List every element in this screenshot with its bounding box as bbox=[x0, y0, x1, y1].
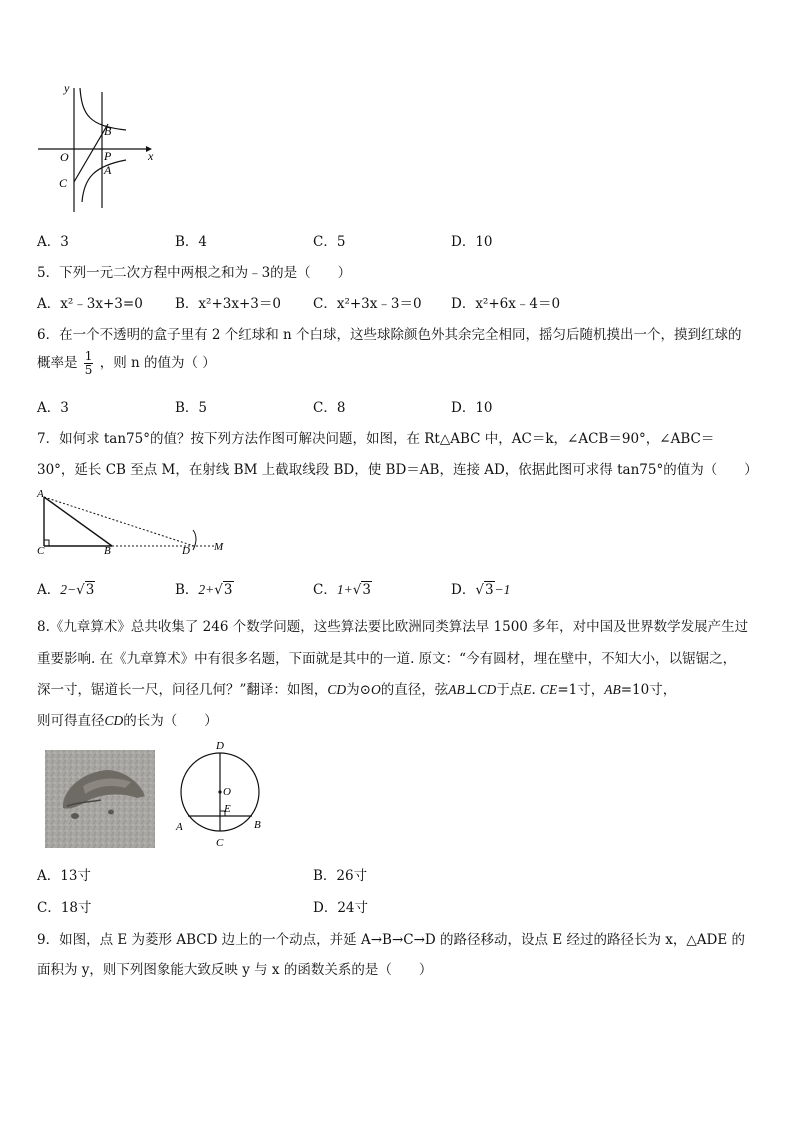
q6-stem-line1: 6．在一个不透明的盒子里有 2 个红球和 n 个白球，这些球除颜色外其余完全相同，摇匀后随机摸出一个，摸到红球的 bbox=[37, 327, 742, 343]
q7-option-a-label: A． bbox=[37, 582, 61, 598]
q7-option-c-label: C． bbox=[313, 582, 337, 598]
q8-line3-o: O bbox=[370, 682, 381, 697]
q7-option-c[interactable] bbox=[313, 578, 372, 598]
q8-option-c[interactable]: C．18寸 bbox=[37, 900, 92, 916]
q5-option-b[interactable]: B．x²+3x+3＝0 bbox=[175, 296, 281, 312]
q6-fraction-numerator: 1 bbox=[84, 349, 93, 363]
q8-line3-ab2: AB bbox=[604, 682, 621, 697]
q6-option-a[interactable]: A．3 bbox=[37, 400, 69, 416]
q5-option-a[interactable]: A．x²﹣3x+3=0 bbox=[37, 296, 143, 312]
q7-option-c-pre: 1+ bbox=[336, 582, 353, 597]
fig4-label-p: P bbox=[104, 149, 112, 163]
q5-stem: 5．下列一元二次方程中两根之和为﹣3的是（ ） bbox=[37, 265, 352, 281]
q7-option-a[interactable] bbox=[37, 578, 95, 598]
q8-photo bbox=[45, 750, 155, 848]
q7-option-b[interactable] bbox=[175, 578, 234, 598]
q4-option-a[interactable]: A．3 bbox=[37, 234, 69, 250]
q6-stem-line2 bbox=[37, 350, 216, 377]
q8-line3-part-g: =1寸， bbox=[557, 682, 605, 698]
q8-line3-part-c: 的直径，弦 bbox=[380, 682, 449, 698]
q9-stem-line1: 9．如图，点 E 为菱形 ABCD 边上的一个动点，并延 A→B→C→D 的路径移动，设点 E 经过的路径长为 x，△ADE 的 bbox=[37, 932, 745, 948]
fig8-label-e: E bbox=[224, 803, 231, 815]
q7-option-d-label: D． bbox=[451, 582, 476, 598]
q7-option-c-sqrt: √3 bbox=[352, 582, 371, 598]
q4-figure bbox=[34, 78, 164, 216]
q7-option-c-radicand: 3 bbox=[362, 582, 371, 598]
q7-stem-line2: 30°，延长 CB 至点 M，在射线 BM 上截取线段 BD，使 BD＝AB，连接 AD，依据此图可求得 tan75°的值为（ ） bbox=[37, 462, 758, 478]
q9-stem-line2: 面积为 y，则下列图象能大致反映 y 与 x 的函数关系的是（ ） bbox=[37, 962, 433, 978]
q8-line3-cd: CD bbox=[327, 682, 347, 697]
q8-stem-line2: 重要影响. 在《九章算术》中有很多名题，下面就是其中的一道. 原文：“今有圆材，埋在壁中，不知大小，以锯锯之， bbox=[37, 651, 737, 667]
q8-line3-ab: AB bbox=[448, 682, 465, 697]
q6-fraction-denominator: 5 bbox=[84, 363, 93, 377]
fig7-label-c: C bbox=[37, 545, 45, 556]
q8-line3-ce: CE bbox=[540, 682, 558, 697]
fig7-label-b: B bbox=[104, 545, 111, 556]
q7-option-b-pre: 2+ bbox=[198, 582, 215, 597]
q5-option-c[interactable]: C．x²+3x﹣3＝0 bbox=[313, 296, 422, 312]
q7-option-d-radicand: 3 bbox=[484, 582, 494, 598]
fig8-label-o: O bbox=[223, 786, 231, 798]
q7-figure bbox=[34, 484, 230, 556]
q8-line4-part-b: 的长为（ ） bbox=[123, 713, 218, 729]
fig4-label-b: B bbox=[104, 124, 112, 138]
q7-option-d-sqrt: √3 bbox=[475, 582, 494, 598]
fig8-label-c: C bbox=[216, 837, 224, 849]
q8-stem-line1: 8.《九章算术》总共收集了 246 个数学问题，这些算法要比欧洲同类算法早 1500 多年，对中国及世界数学发展产生过 bbox=[37, 619, 749, 635]
q8-line3-part-a: 深一寸，锯道长一尺，问径几何？”翻译：如图， bbox=[37, 682, 328, 698]
q5-option-d[interactable]: D．x²+6x﹣4＝0 bbox=[451, 296, 561, 312]
q8-line3-part-b: 为⊙ bbox=[346, 682, 371, 698]
q8-circle-figure bbox=[172, 738, 272, 854]
q8-line3-part-h: =10寸， bbox=[620, 682, 677, 698]
q7-option-a-sqrt: √3 bbox=[76, 582, 95, 598]
q7-option-b-label: B． bbox=[175, 582, 199, 598]
q8-option-a[interactable]: A．13寸 bbox=[37, 868, 91, 884]
q6-fraction bbox=[84, 350, 94, 377]
q8-line3-part-f: . bbox=[531, 682, 541, 698]
q7-option-a-pre: 2− bbox=[60, 582, 77, 597]
q7-option-d[interactable] bbox=[451, 578, 510, 598]
fig4-label-o: O bbox=[60, 150, 69, 164]
q8-line3-cd2: CD bbox=[477, 682, 497, 697]
fig4-label-x: x bbox=[148, 149, 154, 163]
q6-option-c[interactable]: C．8 bbox=[313, 400, 346, 416]
q8-line3-part-d: 于点 bbox=[496, 682, 524, 698]
q6-option-d[interactable]: D．10 bbox=[451, 400, 493, 416]
q8-option-d[interactable]: D．24寸 bbox=[313, 900, 369, 916]
q6-stem-line2-pre: 概率是 bbox=[37, 355, 78, 371]
fig4-label-c: C bbox=[59, 176, 68, 190]
fig4-label-a: A bbox=[104, 163, 112, 177]
fig8-label-d: D bbox=[216, 740, 224, 752]
fig4-label-y: y bbox=[64, 81, 70, 95]
q4-option-d[interactable]: D．10 bbox=[451, 234, 493, 250]
fig7-label-m: M bbox=[214, 541, 224, 553]
fig8-label-b: B bbox=[254, 819, 261, 831]
q8-line3-perp: ⊥ bbox=[464, 682, 478, 698]
q7-option-d-post: −1 bbox=[494, 582, 511, 597]
fig8-label-a: A bbox=[176, 821, 183, 833]
q8-option-b[interactable]: B．26寸 bbox=[313, 868, 368, 884]
q8-line4-cd: CD bbox=[104, 713, 124, 728]
q6-option-b[interactable]: B．5 bbox=[175, 400, 208, 416]
q7-option-b-sqrt: √3 bbox=[214, 582, 233, 598]
fig7-label-a: A bbox=[37, 488, 44, 500]
q4-option-c[interactable]: C．5 bbox=[313, 234, 346, 250]
q4-option-b[interactable]: B．4 bbox=[175, 234, 208, 250]
q7-option-b-radicand: 3 bbox=[223, 582, 233, 598]
q8-line3-e: E bbox=[523, 682, 532, 697]
q8-stem-line3 bbox=[37, 678, 676, 698]
q7-stem-line1: 7．如何求 tan75°的值？按下列方法作图可解决问题，如图，在 Rt△ABC 中，AC＝k，∠ACB＝90°，∠ABC＝ bbox=[37, 431, 715, 447]
q6-stem-line2-post: ，则 n 的值为（ ） bbox=[99, 355, 216, 371]
fig7-label-d: D bbox=[182, 545, 190, 556]
q8-line4-part-a: 则可得直径 bbox=[37, 713, 105, 729]
q8-stem-line4 bbox=[37, 709, 218, 729]
q7-option-a-radicand: 3 bbox=[85, 582, 95, 598]
